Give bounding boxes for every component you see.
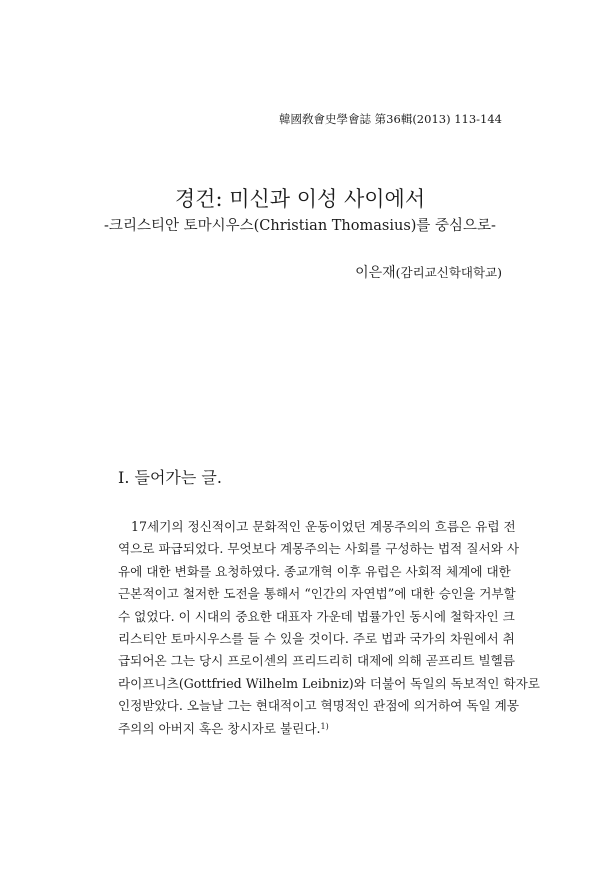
- journal-running-head: 韓國敎會史學會誌 第36輯(2013) 113-144: [279, 112, 502, 126]
- paragraph-line: 근본적이고 철저한 도전을 통해서 “인간의 자연법”에 대한 승인을 거부할: [118, 586, 516, 602]
- paragraph-line: 급되어온 그는 당시 프로이센의 프리드리히 대제에 의해 곧프리트 빌헬름: [118, 653, 515, 669]
- section-heading: I. 들어가는 글.: [118, 468, 222, 487]
- author-name: 이은재: [355, 265, 396, 281]
- footnote-marker[interactable]: 1): [320, 721, 329, 731]
- paragraph-line: 리스티안 토마시우스를 들 수 있을 것이다. 주로 법과 국가의 차원에서 취: [118, 630, 515, 646]
- author-line: [355, 262, 502, 282]
- paragraph-line: 수 없었다. 이 시대의 중요한 대표자 가운데 법률가인 동시에 철학자인 크: [118, 608, 515, 624]
- paragraph-line: 역으로 파급되었다. 무엇보다 계몽주의는 사회를 구성하는 법적 질서와 사: [118, 541, 519, 557]
- body-paragraph: [118, 516, 540, 740]
- paragraph-line: 인정받았다. 오늘날 그는 현대적이고 혁명적인 관점에 의거하여 독일 계몽: [118, 698, 519, 714]
- paragraph-line: 17세기의 정신적이고 문화적인 운동이었던 계몽주의의 흐름은 유럽 전: [131, 519, 516, 534]
- article-title: 경건: 미신과 이성 사이에서: [174, 187, 426, 211]
- paragraph-line: 라이프니츠(Gottfried Wilhelm Leibniz)와 더불어 독일의 독보적인 학자로: [118, 675, 540, 691]
- paragraph-line-text: 주의의 아버지 혹은 창시자로 불린다.: [118, 720, 321, 736]
- article-subtitle: -크리스티안 토마시우스(Christian Thomasius)를 중심으로-: [104, 218, 496, 234]
- paragraph-line-last: [118, 718, 494, 740]
- author-affiliation: (감리교신학대학교): [395, 265, 502, 280]
- paragraph-line: 유에 대한 변화를 요청하였다. 종교개혁 이후 유럽은 사회적 체계에 대한: [118, 563, 511, 579]
